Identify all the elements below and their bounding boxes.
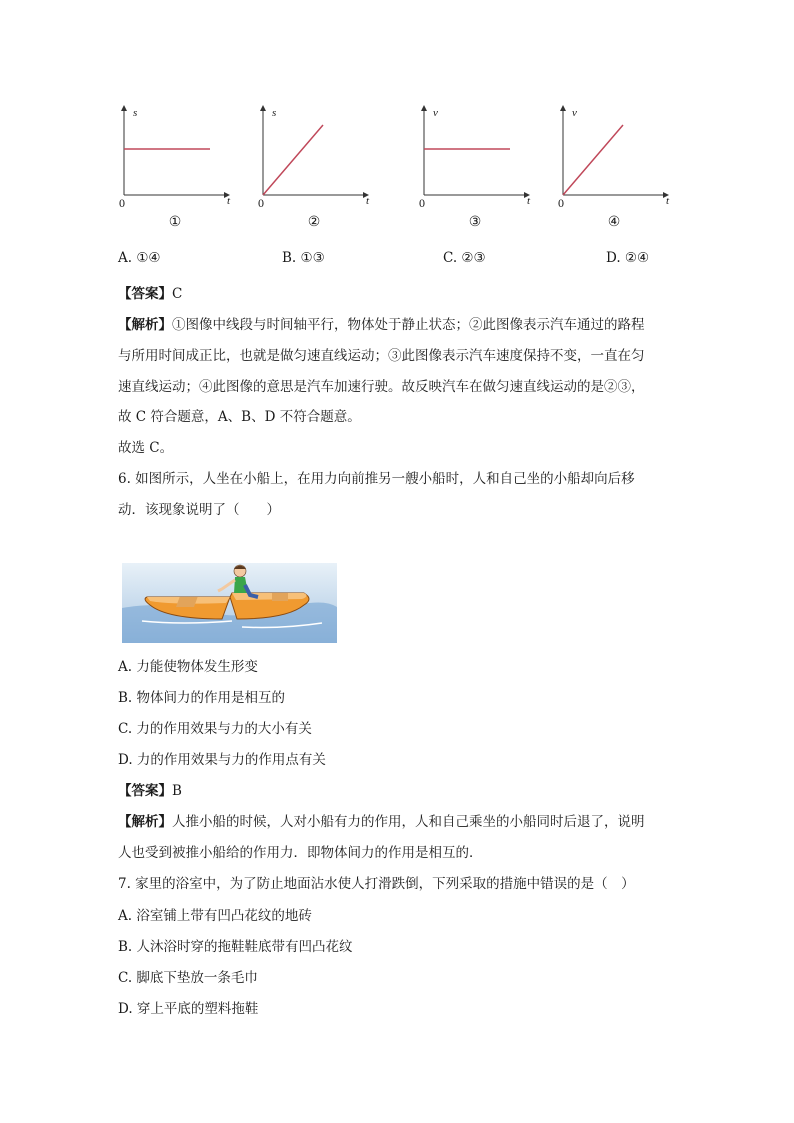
y-axis-label: s [133, 107, 138, 119]
graph-3 [412, 103, 531, 233]
answer-value: C [172, 286, 183, 302]
y-axis-label: s [272, 107, 277, 119]
q5-option-a[interactable]: A. ①④ [118, 250, 161, 266]
origin-label: 0 [558, 196, 564, 210]
q7-option-d[interactable]: D. 穿上平底的塑料拖鞋 [118, 1001, 259, 1017]
q5-answer [118, 282, 182, 302]
q5-analysis-line: 故 C 符合题意，A、B、D 不符合题意。 [118, 409, 361, 425]
x-axis-label: t [227, 195, 231, 207]
q6-analysis-line: 人也受到被推小船给的作用力．即物体间力的作用是相互的． [118, 845, 483, 861]
q5-option-b[interactable]: B. ①③ [282, 250, 325, 266]
y-axis-label: v [572, 107, 577, 119]
answer-tag: 【答案】 [118, 286, 172, 302]
origin-label: 0 [119, 196, 125, 210]
graph-caption: ④ [607, 214, 621, 230]
graph-caption: ① [168, 214, 182, 230]
analysis-tag: 【解析】 [118, 814, 172, 830]
y-axis-arrow-icon [121, 105, 127, 111]
graph-4 [551, 103, 670, 233]
answer-value: B [172, 783, 182, 799]
graph-2-plot [251, 103, 366, 203]
q7-option-b[interactable]: B. 人沐浴时穿的拖鞋鞋底带有凹凸花纹 [118, 939, 353, 955]
q6-stem-line: 动．该现象说明了（ ） [118, 502, 280, 518]
q5-analysis-line: 与所用时间成正比，也就是做匀速直线运动；③此图像表示汽车速度保持不变，一直在匀 [118, 348, 645, 364]
q6-option-b[interactable]: B. 物体间力的作用是相互的 [118, 690, 286, 706]
graph-4-plot [551, 103, 666, 203]
graph-caption: ③ [468, 214, 482, 230]
x-axis-label: t [527, 195, 531, 207]
graph-1 [112, 103, 231, 233]
q5-option-c[interactable]: C. ②③ [443, 250, 486, 266]
x-axis-label: t [666, 195, 670, 207]
q5-analysis-line [118, 313, 645, 333]
q6-option-c[interactable]: C. 力的作用效果与力的大小有关 [118, 721, 312, 737]
graph-caption: ② [307, 214, 321, 230]
analysis-text: 人推小船的时候，人对小船有力的作用，人和自己乘坐的小船同时后退了，说明 [172, 814, 645, 830]
q5-analysis-line: 速直线运动；④此图像的意思是汽车加速行驶。故反映汽车在做匀速直线运动的是②③， [118, 379, 645, 395]
q6-option-d[interactable]: D. 力的作用效果与力的作用点有关 [118, 752, 326, 768]
graph-1-plot [112, 103, 227, 203]
boat-scene-image [122, 563, 337, 643]
graph-2 [251, 103, 370, 233]
q6-analysis-line [118, 810, 645, 830]
q7-stem: 7. 家里的浴室中，为了防止地面沾水使人打滑跌倒，下列采取的措施中错误的是（ ） [118, 876, 635, 892]
y-axis-arrow-icon [260, 105, 266, 111]
boat-illustration [122, 563, 337, 643]
analysis-text: ①图像中线段与时间轴平行，物体处于静止状态；②此图像表示汽车通过的路程 [172, 317, 645, 333]
q6-option-a[interactable]: A. 力能使物体发生形变 [118, 659, 258, 675]
y-axis-label: v [433, 107, 438, 119]
analysis-tag: 【解析】 [118, 317, 172, 333]
y-axis-arrow-icon [560, 105, 566, 111]
graph-3-plot [412, 103, 527, 203]
q6-stem-line: 6. 如图所示，人坐在小船上，在用力向前推另一艘小船时，人和自己坐的小船却向后移 [118, 471, 635, 487]
origin-label: 0 [419, 196, 425, 210]
answer-tag: 【答案】 [118, 783, 172, 799]
q6-answer [118, 779, 182, 799]
q7-option-a[interactable]: A. 浴室铺上带有凹凸花纹的地砖 [118, 908, 312, 924]
x-axis-label: t [366, 195, 370, 207]
series-line [563, 125, 623, 195]
y-axis-arrow-icon [421, 105, 427, 111]
origin-label: 0 [258, 196, 264, 210]
q5-option-d[interactable]: D. ②④ [606, 250, 650, 266]
q7-option-c[interactable]: C. 脚底下垫放一条毛巾 [118, 970, 258, 986]
q5-conclusion: 故选 C。 [118, 440, 174, 456]
series-line [263, 125, 323, 195]
